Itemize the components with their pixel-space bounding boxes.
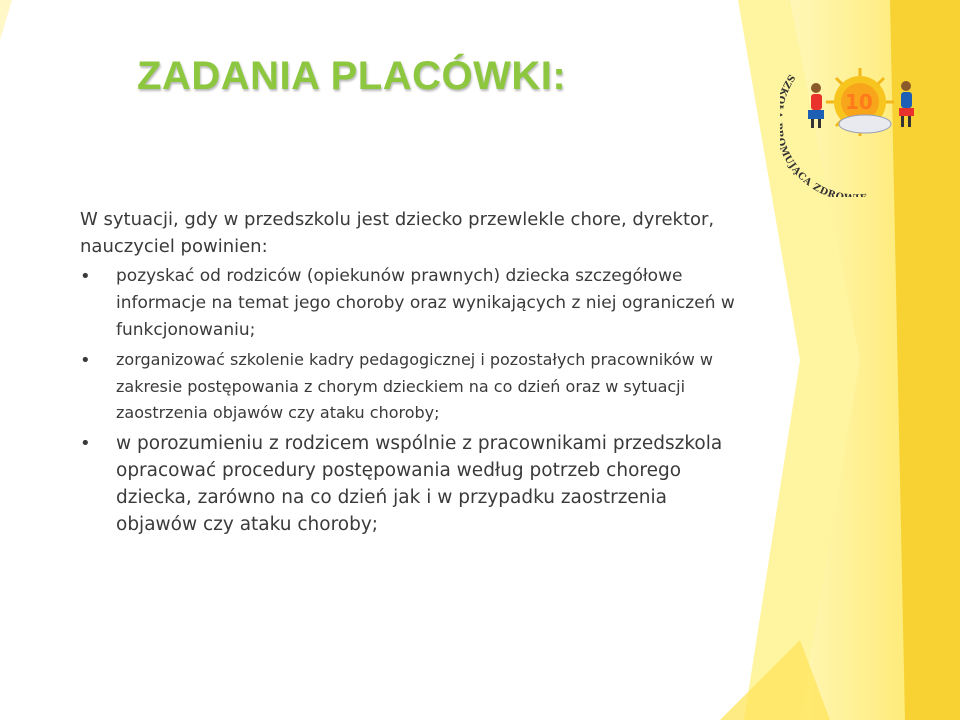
bg-top-left-sliver: [0, 0, 12, 40]
logo-child-left: [808, 83, 824, 128]
task-list: [80, 263, 740, 538]
task-list-item: • w porozumieniu z rodzicem wspólnie z pracownikami przedszkola opracować procedury postępowania według potrzeb chorego dziecka, zarówno na co dzień jak i w przypadku zaostrzenia objawów czy ataku choroby;: [80, 430, 740, 538]
slide-title: ZADANIA PLACÓWKI:: [137, 54, 567, 98]
logo-badge: [839, 115, 891, 133]
health-promoting-school-logo: [780, 62, 930, 197]
svg-text:SZKOŁA PROMUJĄCA ZDROWIE: SZ UJĄCA ZDR: [780, 72, 838, 197]
slide-body: [80, 206, 740, 541]
logo-child-right: [899, 81, 914, 127]
logo-graphic: [780, 62, 930, 197]
task-list-item: • pozyskać od rodziców (opiekunów prawnych) dziecka szczegółowe informacje na temat jego choroby oraz wynikających z niej ograniczeń w funkcjonowaniu;: [80, 263, 740, 344]
intro-paragraph: W sytuacji, gdy w przedszkolu jest dziecko przewlekle chore, dyrektor, nauczyciel powinien:: [80, 209, 715, 257]
task-list-item: • zorganizować szkolenie kadry pedagogicznej i pozostałych pracowników w zakresie postępowania z chorym dzieckiem na co dzień oraz w sytuacji zaostrzenia objawów czy ataku choroby;: [80, 347, 740, 427]
svg-text:10: 10: [845, 90, 873, 114]
